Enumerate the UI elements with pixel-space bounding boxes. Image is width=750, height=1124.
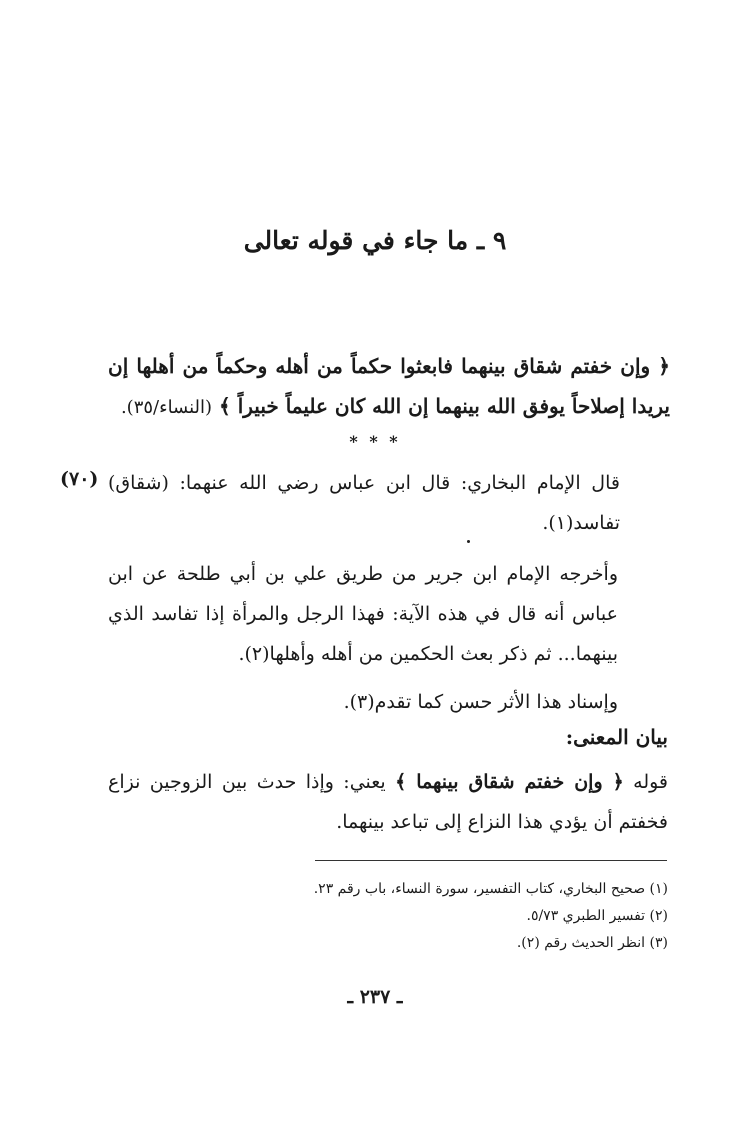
ink-dot xyxy=(467,540,470,543)
meaning-heading: بيان المعنى: xyxy=(565,725,668,749)
paragraph-bukhari: قال الإمام البخاري: قال ابن عباس رضي الله عنهما: (شقاق) تفاسد(١). xyxy=(108,472,620,534)
verse-reference: (النساء/٣٥). xyxy=(120,397,213,418)
meaning-text: يعني: وإذا حدث بين الزوجين نزاع فخفتم أن يؤدي هذا النزاع إلى تباعد بينهما. xyxy=(108,771,668,833)
hadith-number: (٧٠) xyxy=(60,468,99,490)
quran-verse xyxy=(108,346,670,428)
paragraph-isnad: وإسناد هذا الأثر حسن كما تقدم(٣). xyxy=(343,691,618,713)
footnotes xyxy=(150,876,668,957)
footnote-divider xyxy=(315,860,667,861)
footnote-item: (٢) تفسير الطبري ٥/٧٣. xyxy=(526,908,668,924)
footnote-item: (١) صحيح البخاري، كتاب التفسير، سورة النساء، باب رقم ٢٣. xyxy=(313,881,668,897)
separator-stars: * * * xyxy=(349,432,401,451)
page-number: ـ ٢٣٧ ـ xyxy=(347,986,403,1008)
meaning-paragraph xyxy=(108,762,668,842)
meaning-prefix: قوله xyxy=(633,771,669,793)
footnote-item: (٣) انظر الحديث رقم (٢). xyxy=(516,935,668,951)
paragraph-ibn-jarir: وأخرجه الإمام ابن جرير من طريق علي بن أبي طلحة عن ابن عباس أنه قال في هذه الآية: فهذا الرجل والمرأة إذا تفاسد الذي بينهما... ثم ذكر بعث الحكمين من أهله وأهلها(٢). xyxy=(108,563,618,665)
meaning-quote: ﴿ وإن خفتم شقاق بينهما ﴾ xyxy=(395,771,624,793)
section-title: ٩ ـ ما جاء في قوله تعالى xyxy=(243,226,507,255)
verse-text: ﴿ وإن خفتم شقاق بينهما فابعثوا حكماً من أهله وحكماً من أهلها إن يريدا إصلاحاً يوفق الله بينهما إن الله كان عليماً خبيراً ﴾ xyxy=(108,354,670,418)
